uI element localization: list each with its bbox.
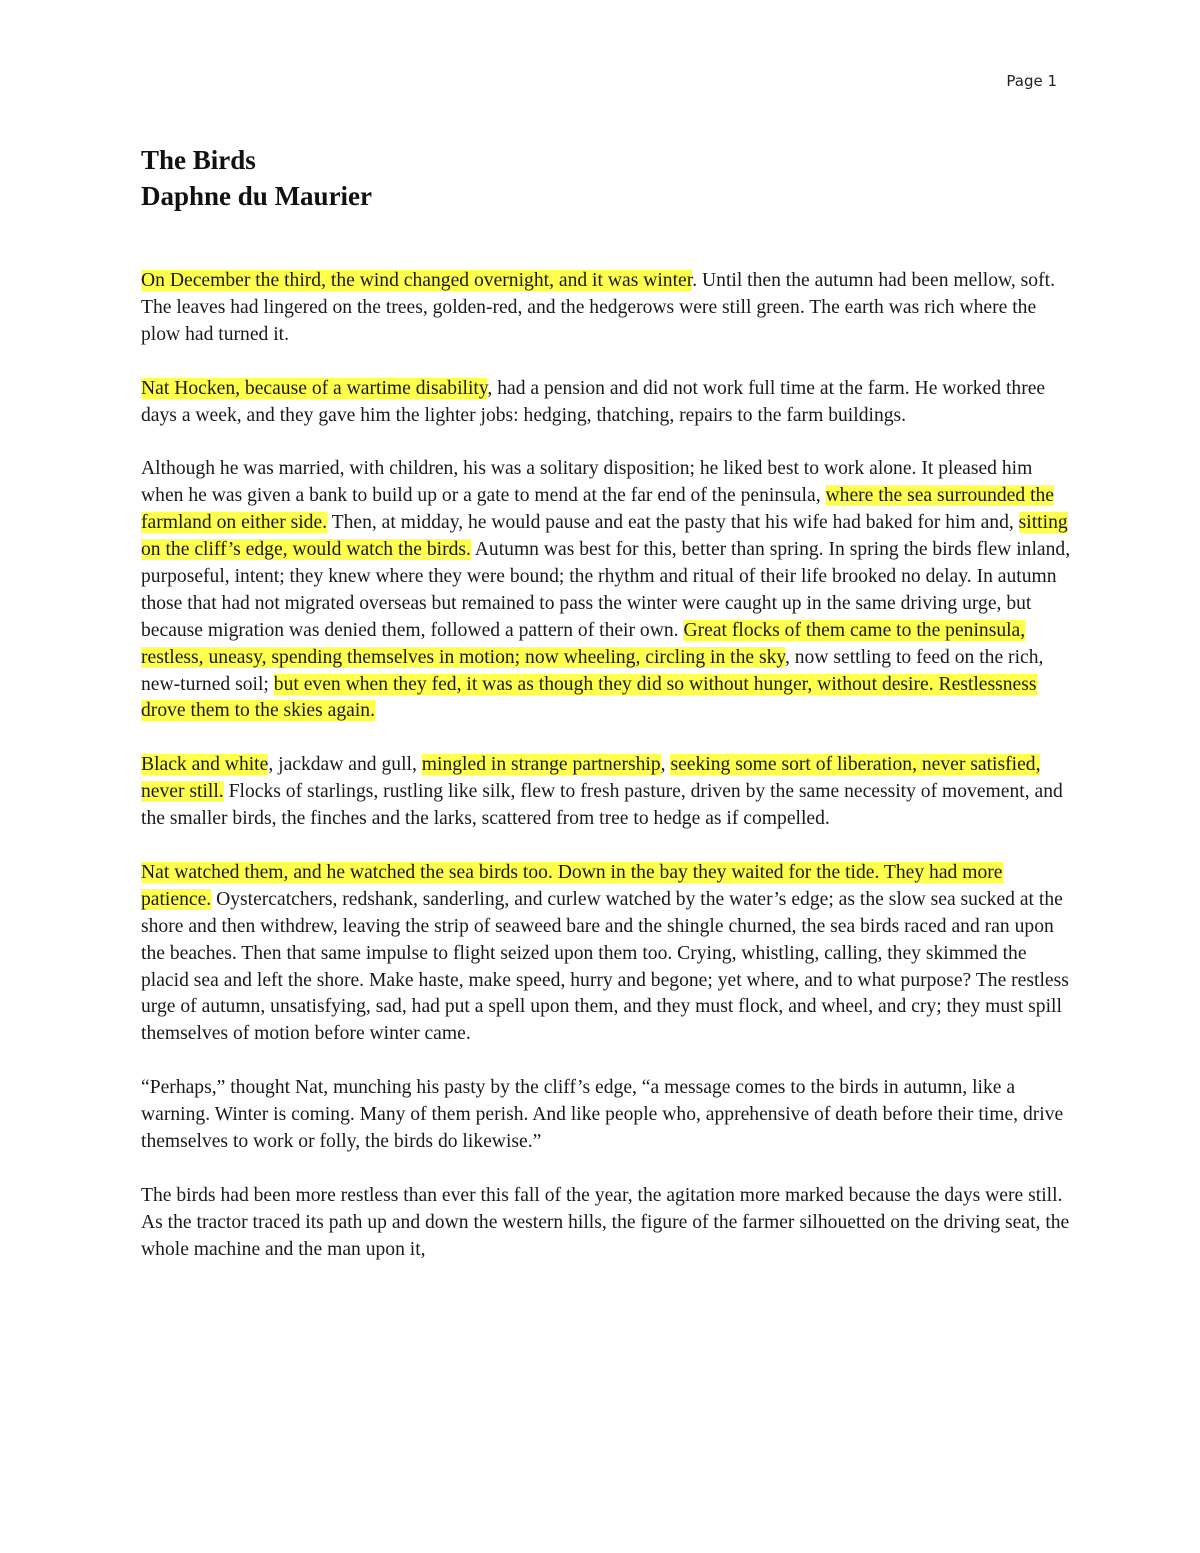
body-text: The birds had been more restless than ever this fall of the year, the agitation more marked because the days were still. As the tractor traced its path up and down the western hills, the figure of the farmer silhouetted on the driving seat, the whole machine and the man upon it, xyxy=(141,1184,1070,1260)
paragraph xyxy=(141,456,1071,725)
body-text: , had a pension and did not work full time at the farm. He worked three days a week, and they gave him the lighter jobs: hedging, thatching, repairs to the farm buildings. xyxy=(141,377,1046,426)
highlighted-text: mingled in strange partnership xyxy=(421,754,661,776)
paragraph xyxy=(141,1183,1071,1264)
highlighted-text: but even when they fed, it was as though they did so without hunger, without desire. Restlessness drove them to the skies again. xyxy=(141,673,1037,722)
paragraph xyxy=(141,376,1071,430)
title-block xyxy=(141,142,372,214)
highlighted-text: where the sea surrounded the farmland on either side. xyxy=(141,485,1055,534)
paragraph xyxy=(141,1075,1071,1156)
body-text: Flocks of starlings, rustling like silk, flew to fresh pasture, driven by the same necessity of movement, and the smaller birds, the finches and the larks, scattered from tree to hedge as if compelled. xyxy=(141,781,1063,830)
highlighted-text: sitting on the cliff’s edge, would watch the birds. xyxy=(141,512,1068,561)
body-text: , xyxy=(660,754,671,776)
paragraph xyxy=(141,860,1071,1048)
highlighted-text: Great flocks of them came to the peninsula, restless, uneasy, spending themselves in motion; now wheeling, circling in the sky xyxy=(141,619,1026,668)
body-text: Then, at midday, he would pause and eat the pasty that his wife had baked for him and, xyxy=(327,512,1019,534)
body-text: , jackdaw and gull, xyxy=(268,754,422,776)
document-title: The Birds xyxy=(141,145,256,175)
body-text: Autumn was best for this, better than spring. In spring the birds flew inland, purposeful, intent; they knew where they were bound; the rhythm and ritual of their life brooked no delay. In autumn those that had not migrated overseas but remained to pass the winter were caught up in the same driving urge, but because migration was denied them, followed a pattern of their own. xyxy=(141,539,1071,641)
page-number: Page 1 xyxy=(1006,72,1057,90)
document-author: Daphne du Maurier xyxy=(141,181,373,211)
paragraph xyxy=(141,268,1071,349)
body-text: , now settling to feed on the rich, new-turned soil; xyxy=(141,646,1044,695)
highlighted-text: Nat Hocken, because of a wartime disability xyxy=(141,377,488,399)
paragraph xyxy=(141,752,1071,833)
document-body xyxy=(141,268,1071,1290)
highlighted-text: On December the third, the wind changed overnight, and it was winter xyxy=(141,270,693,291)
body-text: . Until then the autumn had been mellow, soft. The leaves had lingered on the trees, golden-red, and the hedgerows were still green. The earth was rich where the plow had turned it. xyxy=(141,270,1055,345)
highlighted-text: Nat watched them, and he watched the sea birds too. Down in the bay they waited for the tide. They had more patience. xyxy=(141,861,1003,910)
highlighted-text: seeking some sort of liberation, never satisfied, never still. xyxy=(141,754,1041,803)
body-text: Although he was married, with children, his was a solitary disposition; he liked best to work alone. It pleased him when he was given a bank to build up or a gate to mend at the far end of the peninsula, xyxy=(141,458,1033,507)
body-text: “Perhaps,” thought Nat, munching his pasty by the cliff’s edge, “a message comes to the birds in autumn, like a warning. Winter is coming. Many of them perish. And like people who, apprehensive of death before their time, drive themselves to work or folly, the birds do likewise.” xyxy=(141,1077,1064,1152)
body-text: Oystercatchers, redshank, sanderling, and curlew watched by the water’s edge; as the slow sea sucked at the shore and then withdrew, leaving the strip of seaweed bare and the shingle churned, the sea birds raced and ran upon the beaches. Then that same impulse to flight seized upon them too. Crying, whistling, calling, they skimmed the placid sea and left the shore. Make haste, make speed, hurry and begone; yet where, and to what purpose? The restless urge of autumn, unsatisfying, sad, had put a spell upon them, and they must flock, and wheel, and cry; they must spill themselves of motion before winter came. xyxy=(141,888,1069,1045)
highlighted-text: Black and white xyxy=(141,754,269,776)
